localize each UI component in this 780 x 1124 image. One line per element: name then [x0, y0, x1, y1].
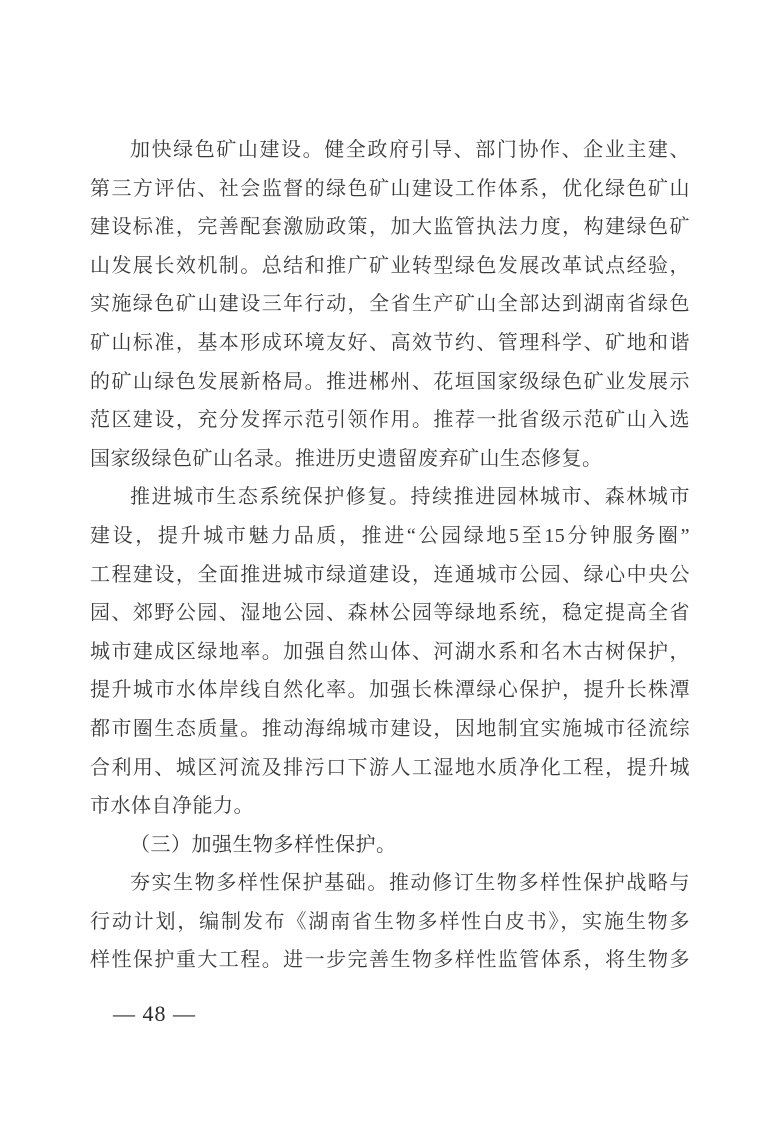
text-line: 推进城市生态系统保护修复。持续推进园林城市、森林城市	[130, 486, 690, 509]
text-line: 城市建成区绿地率。加强自然山体、河湖水系和名木古树保护，	[90, 640, 690, 663]
text-line: 实施绿色矿山建设三年行动，全省生产矿山全部达到湖南省绿色	[90, 293, 690, 316]
page-number: — 48 —	[113, 1001, 196, 1026]
text-line: 加快绿色矿山建设。健全政府引导、部门协作、企业主建、	[130, 139, 690, 161]
text-line: 国家级绿色矿山名录。推进历史遗留废弃矿山生态修复。	[90, 447, 603, 470]
text-line: 矿山标准，基本形成环境友好、高效节约、管理科学、矿地和谐	[90, 331, 690, 354]
text-line: 行动计划，编制发布《湖南省生物多样性白皮书》，实施生物多	[90, 910, 690, 933]
text-line: 建设标准，完善配套激励政策，加大监管执法力度，构建绿色矿	[90, 216, 690, 239]
text-line: 样性保护重大工程。进一步完善生物多样性监管体系，将生物多	[90, 949, 690, 972]
document-body	[90, 131, 690, 980]
text-line: 建设，提升城市魅力品质，推进“公园绿地5至15分钟服务圈”	[90, 524, 690, 547]
text-line: 的矿山绿色发展新格局。推进郴州、花垣国家级绿色矿业发展示	[90, 370, 690, 393]
text-line: 夯实生物多样性保护基础。推动修订生物多样性保护战略与	[130, 872, 690, 895]
text-line: 第三方评估、社会监督的绿色矿山建设工作体系，优化绿色矿山	[90, 177, 690, 200]
text-line: 范区建设，充分发挥示范引领作用。推荐一批省级示范矿山入选	[90, 409, 690, 432]
text-line: 提升城市水体岸线自然化率。加强长株潭绿心保护，提升长株潭	[90, 679, 690, 702]
text-line: 园、郊野公园、湿地公园、森林公园等绿地系统，稳定提高全省	[90, 602, 690, 625]
text-line: 工程建设，全面推进城市绿道建设，连通城市公园、绿心中央公	[90, 563, 690, 586]
text-line: 都市圈生态质量。推动海绵城市建设，因地制宜实施城市径流综	[90, 717, 690, 740]
text-line: 合利用、城区河流及排污口下游人工湿地水质净化工程，提升城	[90, 756, 690, 779]
text-line: 山发展长效机制。总结和推广矿业转型绿色发展改革试点经验，	[90, 254, 690, 277]
text-line: 市水体自净能力。	[90, 795, 254, 818]
section-heading: （三）加强生物多样性保护。	[130, 833, 397, 856]
